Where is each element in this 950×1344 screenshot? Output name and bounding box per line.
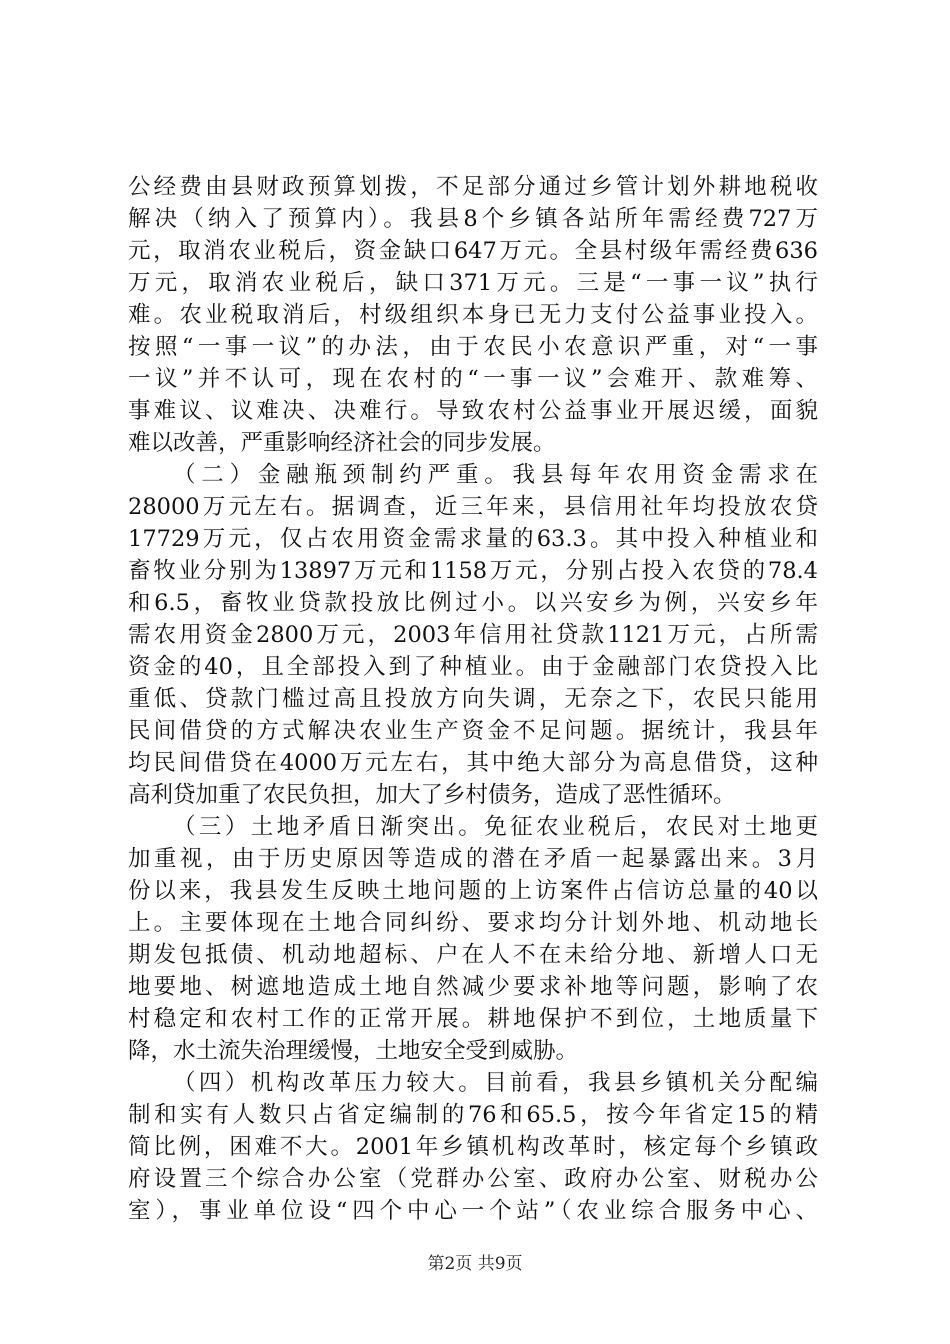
text-line: 府设置三个综合办公室（党群办公室、政府办公室、财税办公 — [128, 1166, 818, 1192]
text-line: （二）金融瓶颈制约严重。我县每年农用资金需求在 — [173, 462, 818, 488]
text-line: 畜牧业分别为13897万元和1158万元，分别占投入农贷的78.4 — [128, 558, 818, 584]
text-line: 17729万元，仅占农用资金需求量的63.3。其中投入种植业和 — [128, 526, 818, 552]
text-line: （四）机构改革压力较大。目前看，我县乡镇机关分配编 — [173, 1070, 818, 1096]
page-number: 第2页 共9页 — [427, 1254, 523, 1274]
body-text — [128, 171, 818, 1227]
text-line: 资金的40，且全部投入到了种植业。由于金融部门农贷投入比 — [128, 654, 818, 680]
text-line: 事难议、议难决、决难行。导致农村公益事业开展迟缓，面貌 — [128, 398, 818, 424]
text-line: 解决（纳入了预算内）。我县8个乡镇各站所年需经费727万 — [128, 206, 818, 232]
text-line: 村稳定和农村工作的正常开展。耕地保护不到位，土地质量下 — [128, 1006, 818, 1032]
text-line: 一议”并不认可，现在农村的“一事一议”会难开、款难筹、 — [128, 366, 818, 392]
text-line: 需农用资金2800万元，2003年信用社贷款1121万元，占所需 — [128, 622, 818, 648]
text-line: 28000万元左右。据调查，近三年来，县信用社年均投放农贷 — [128, 494, 818, 520]
text-line: 简比例，困难不大。2001年乡镇机构改革时，核定每个乡镇政 — [128, 1134, 818, 1160]
text-line: 室），事业单位设“四个中心一个站”（农业综合服务中心、 — [128, 1198, 818, 1224]
text-line: 地要地、树遮地造成土地自然减少要求补地等问题，影响了农 — [128, 974, 818, 1000]
text-line: 制和实有人数只占省定编制的76和65.5，按今年省定15的精 — [128, 1102, 818, 1128]
text-line: 重低、贷款门槛过高且投放方向失调，无奈之下，农民只能用 — [128, 686, 818, 712]
text-line: 和6.5，畜牧业贷款投放比例过小。以兴安乡为例，兴安乡年 — [128, 590, 818, 616]
text-line: 难以改善，严重影响经济社会的同步发展。 — [128, 430, 556, 456]
text-line: 降，水土流失治理缓慢，土地安全受到威胁。 — [128, 1038, 579, 1064]
text-line: 元，取消农业税后，资金缺口647万元。全县村级年需经费636 — [128, 238, 818, 264]
text-line: 份以来，我县发生反映土地问题的上访案件占信访总量的40以 — [128, 878, 818, 904]
text-line: 上。主要体现在土地合同纠纷、要求均分计划外地、机动地长 — [128, 910, 818, 936]
text-line: 公经费由县财政预算划拨，不足部分通过乡管计划外耕地税收 — [128, 174, 818, 200]
text-line: 万元，取消农业税后，缺口371万元。三是“一事一议”执行 — [128, 270, 818, 296]
text-line: 高利贷加重了农民负担，加大了乡村债务，造成了恶性循环。 — [128, 782, 736, 808]
text-line: 期发包抵债、机动地超标、户在人不在未给分地、新增人口无 — [128, 942, 818, 968]
text-line: 难。农业税取消后，村级组织本身已无力支付公益事业投入。 — [128, 302, 818, 328]
text-line: 加重视，由于历史原因等造成的潜在矛盾一起暴露出来。3月 — [128, 846, 818, 872]
text-line: 均民间借贷在4000万元左右，其中绝大部分为高息借贷，这种 — [128, 750, 818, 776]
text-line: （三）土地矛盾日渐突出。免征农业税后，农民对土地更 — [173, 814, 818, 840]
text-line: 按照“一事一议”的办法，由于农民小农意识严重，对“一事 — [128, 334, 818, 360]
text-line: 民间借贷的方式解决农业生产资金不足问题。据统计，我县年 — [128, 718, 818, 744]
